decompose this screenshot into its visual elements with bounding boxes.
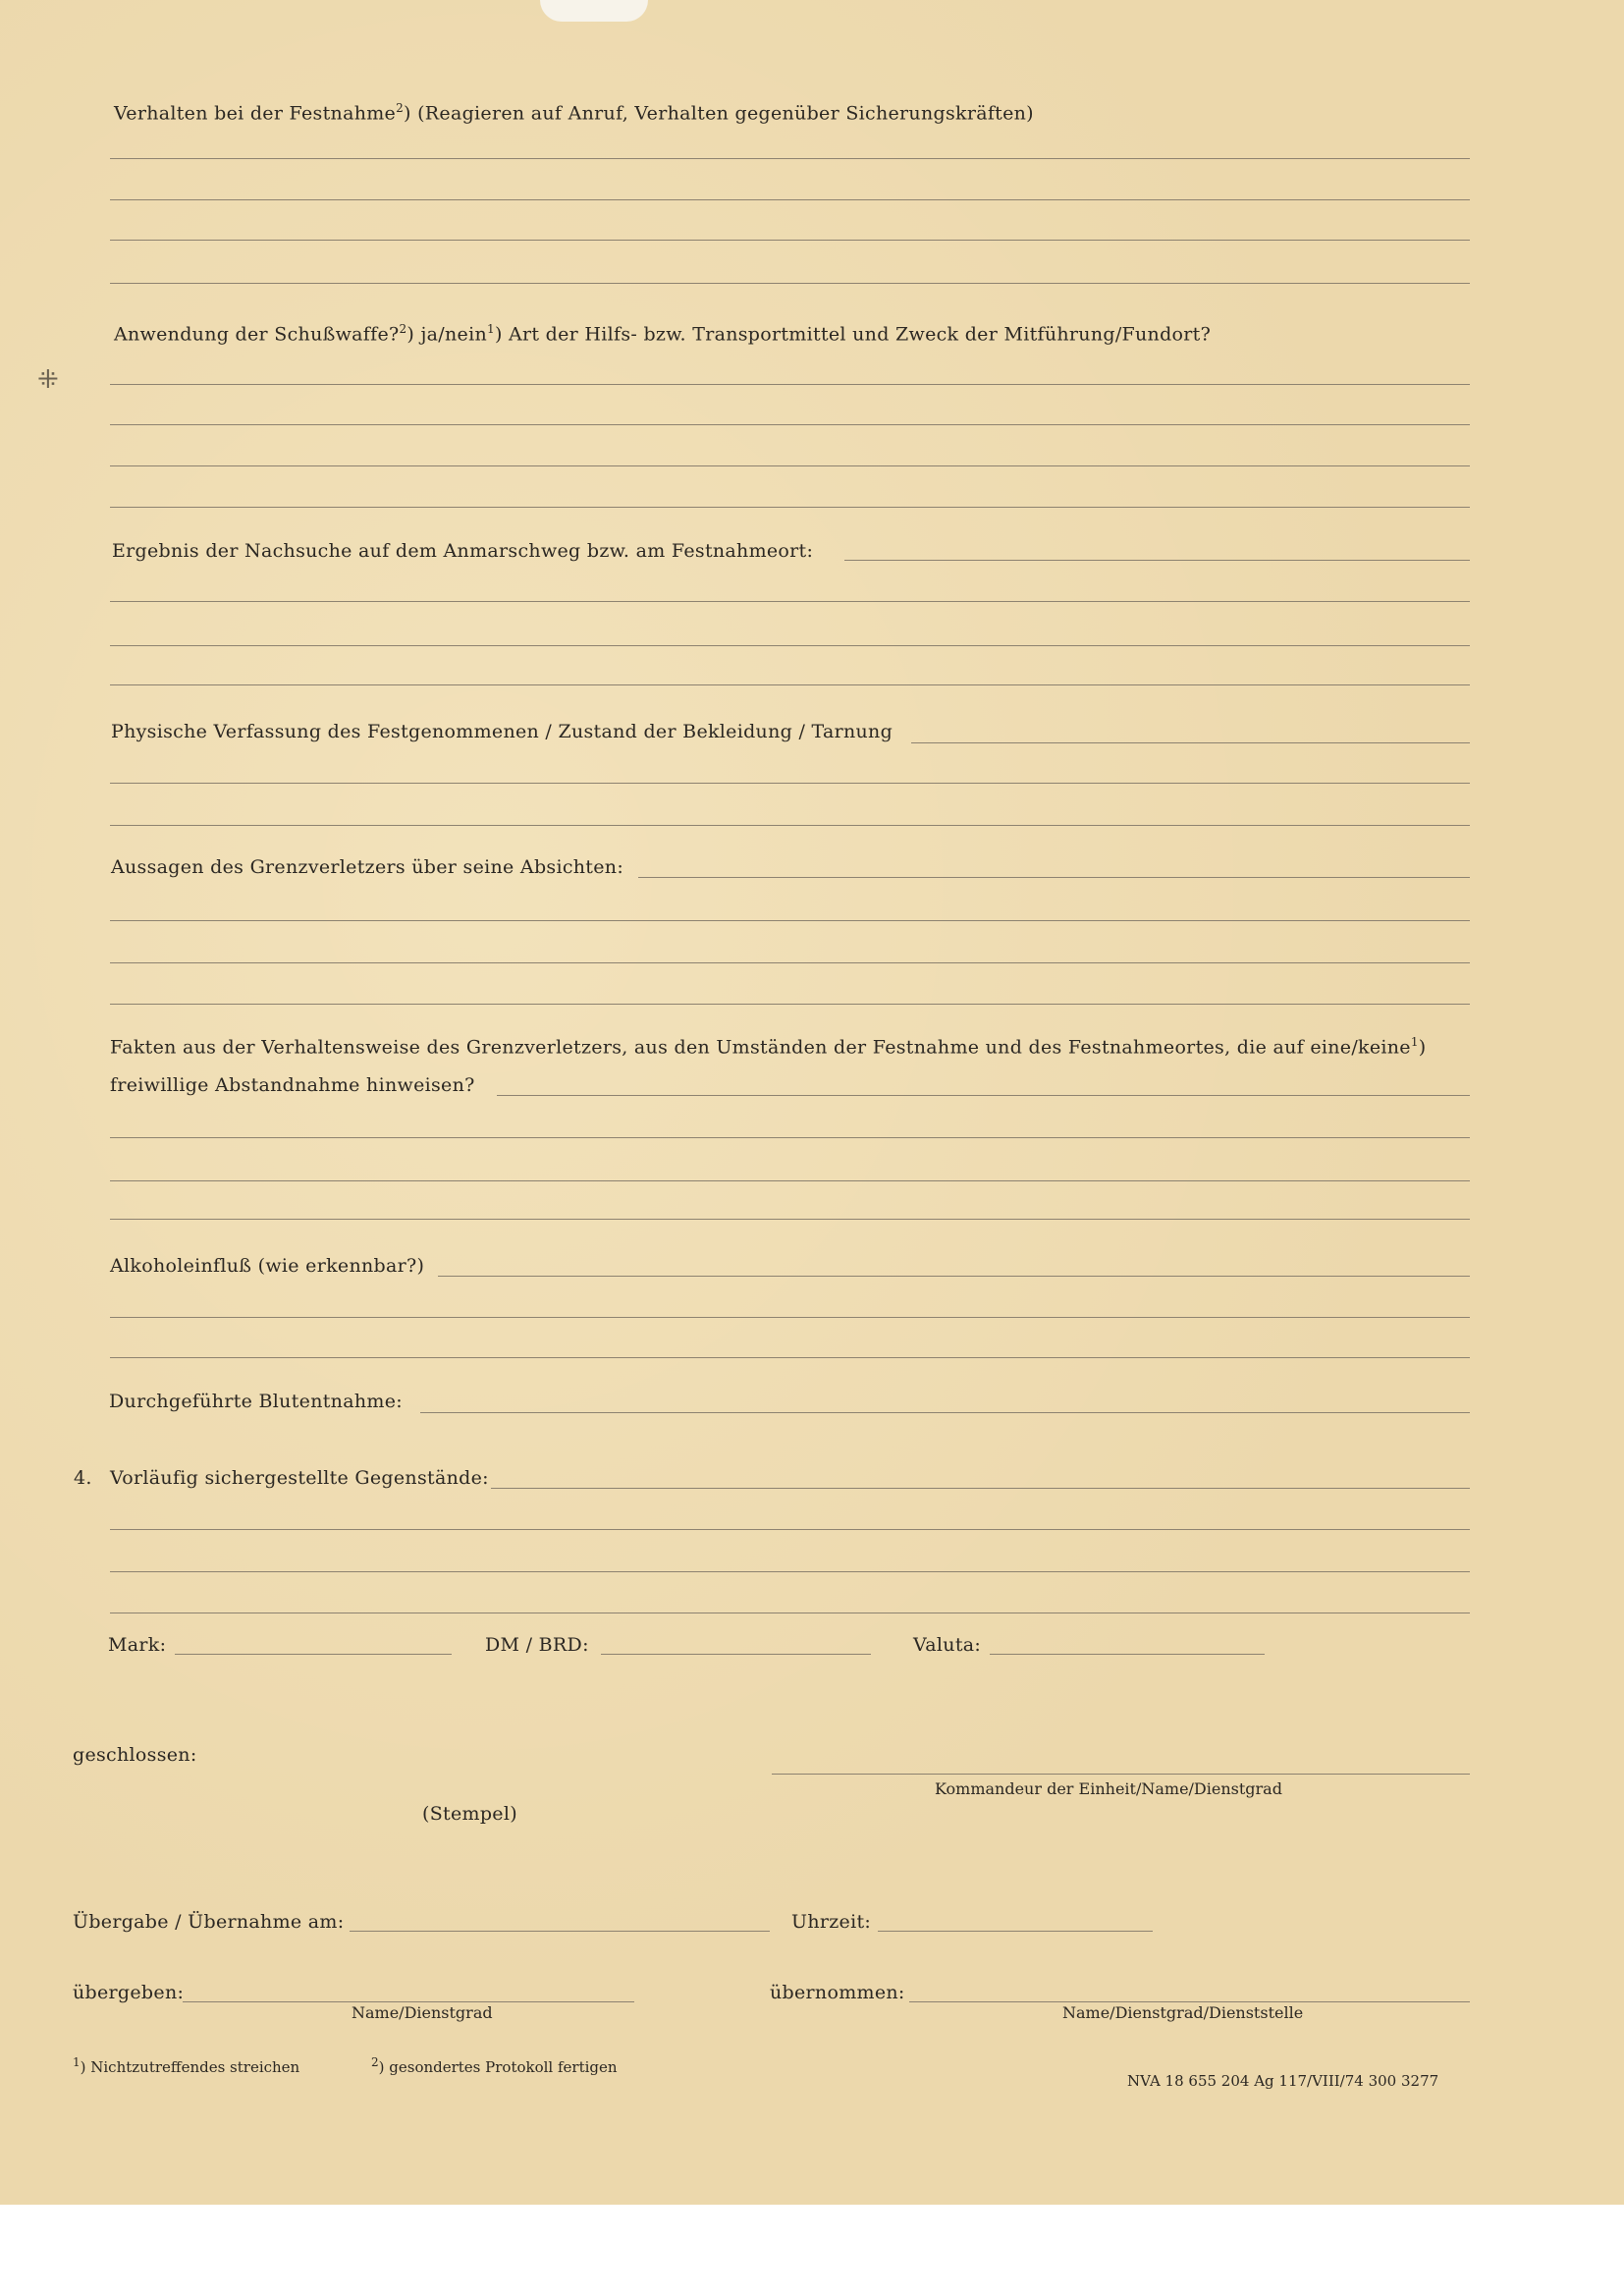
stempel-label: (Stempel) — [422, 1803, 517, 1825]
gegenstaende-inline-line[interactable] — [491, 1488, 1470, 1489]
fakten-line-2[interactable] — [110, 1180, 1470, 1181]
schusswaffe-label: Anwendung der Schußwaffe?$^2$) ja/nein$^1$) Art der Hilfs- bzw. Transportmittel und Zweck der Mitführung/Fundort? — [114, 322, 1212, 346]
alkohol-line-2[interactable] — [110, 1357, 1470, 1358]
nachsuche-line-2[interactable] — [110, 645, 1470, 646]
gegenstaende-line-2[interactable] — [110, 1571, 1470, 1572]
uebergeben-label: übergeben: — [73, 1982, 185, 2003]
uhrzeit-field[interactable] — [878, 1931, 1153, 1932]
schusswaffe-line-4[interactable] — [110, 507, 1470, 508]
festnahme-label: Verhalten bei der Festnahme$^2$) (Reagieren auf Anruf, Verhalten gegenüber Sicherungskräften) — [114, 101, 1034, 125]
festnahme-line-3[interactable] — [110, 240, 1470, 241]
aussagen-inline-line[interactable] — [638, 877, 1470, 878]
gegenstaende-number: 4. — [74, 1467, 92, 1489]
kommandeur-signature-line[interactable] — [772, 1774, 1470, 1775]
festnahme-line-2[interactable] — [110, 199, 1470, 200]
festnahme-line-4[interactable] — [110, 283, 1470, 284]
mark-label: Mark: — [108, 1634, 167, 1656]
alkohol-inline-line[interactable] — [438, 1276, 1470, 1277]
uebergeben-caption: Name/Dienstgrad — [352, 2003, 493, 2022]
geschlossen-label: geschlossen: — [73, 1744, 197, 1766]
dm-brd-field[interactable] — [601, 1654, 871, 1655]
uebergeben-signature-line[interactable] — [183, 2001, 634, 2002]
uebergabe-label: Übergabe / Übernahme am: — [73, 1911, 345, 1933]
footnote-1: $^1$) Nichtzutreffendes streichen — [73, 2055, 300, 2076]
fakten-line-3[interactable] — [110, 1219, 1470, 1220]
fakten-inline-line[interactable] — [497, 1095, 1470, 1096]
alkohol-label: Alkoholeinfluß (wie erkennbar?) — [110, 1255, 425, 1277]
nachsuche-label: Ergebnis der Nachsuche auf dem Anmarschweg bzw. am Festnahmeort: — [112, 540, 814, 562]
verfassung-label: Physische Verfassung des Festgenommenen / Zustand der Bekleidung / Tarnung — [111, 721, 893, 742]
verfassung-inline-line[interactable] — [911, 742, 1470, 743]
footnote-2: $^2$) gesondertes Protokoll fertigen — [371, 2055, 618, 2076]
blut-inline-line[interactable] — [420, 1412, 1470, 1413]
gegenstaende-label: Vorläufig sichergestellte Gegenstände: — [110, 1467, 489, 1489]
nachsuche-inline-line[interactable] — [844, 560, 1470, 561]
mark-field[interactable] — [175, 1654, 452, 1655]
verfassung-line-1[interactable] — [110, 783, 1470, 784]
uebernommen-signature-line[interactable] — [909, 2001, 1470, 2002]
alkohol-line-1[interactable] — [110, 1317, 1470, 1318]
print-code: NVA 18 655 204 Ag 117/VIII/74 300 3277 — [1127, 2072, 1439, 2090]
schusswaffe-line-2[interactable] — [110, 424, 1470, 425]
fakten-line-1[interactable] — [110, 1137, 1470, 1138]
nachsuche-line-1[interactable] — [110, 601, 1470, 602]
festnahme-line-1[interactable] — [110, 158, 1470, 159]
blut-label: Durchgeführte Blutentnahme: — [109, 1391, 403, 1412]
aussagen-label: Aussagen des Grenzverletzers über seine Absichten: — [111, 856, 624, 878]
uebergabe-date-field[interactable] — [350, 1931, 770, 1932]
gegenstaende-line-1[interactable] — [110, 1529, 1470, 1530]
fakten-label-line-2: freiwillige Abstandnahme hinweisen? — [110, 1074, 475, 1096]
punch-mark-icon: ⁜ — [37, 365, 59, 395]
schusswaffe-line-1[interactable] — [110, 384, 1470, 385]
uhrzeit-label: Uhrzeit: — [791, 1911, 872, 1933]
valuta-field[interactable] — [990, 1654, 1265, 1655]
uebernommen-caption: Name/Dienstgrad/Dienststelle — [1062, 2003, 1304, 2022]
aussagen-line-3[interactable] — [110, 1004, 1470, 1005]
dm-brd-label: DM / BRD: — [485, 1634, 589, 1656]
schusswaffe-line-3[interactable] — [110, 465, 1470, 466]
aussagen-line-1[interactable] — [110, 920, 1470, 921]
nachsuche-line-3[interactable] — [110, 684, 1470, 685]
valuta-label: Valuta: — [913, 1634, 982, 1656]
torn-edge — [540, 0, 648, 22]
aussagen-line-2[interactable] — [110, 962, 1470, 963]
fakten-label-line-1: Fakten aus der Verhaltensweise des Grenzverletzers, aus den Umständen der Festnahme und des Festnahmeortes, die auf eine/keine$^1$) — [110, 1035, 1427, 1059]
uebernommen-label: übernommen: — [770, 1982, 905, 2003]
verfassung-line-2[interactable] — [110, 825, 1470, 826]
kommandeur-caption: Kommandeur der Einheit/Name/Dienstgrad — [935, 1779, 1282, 1798]
